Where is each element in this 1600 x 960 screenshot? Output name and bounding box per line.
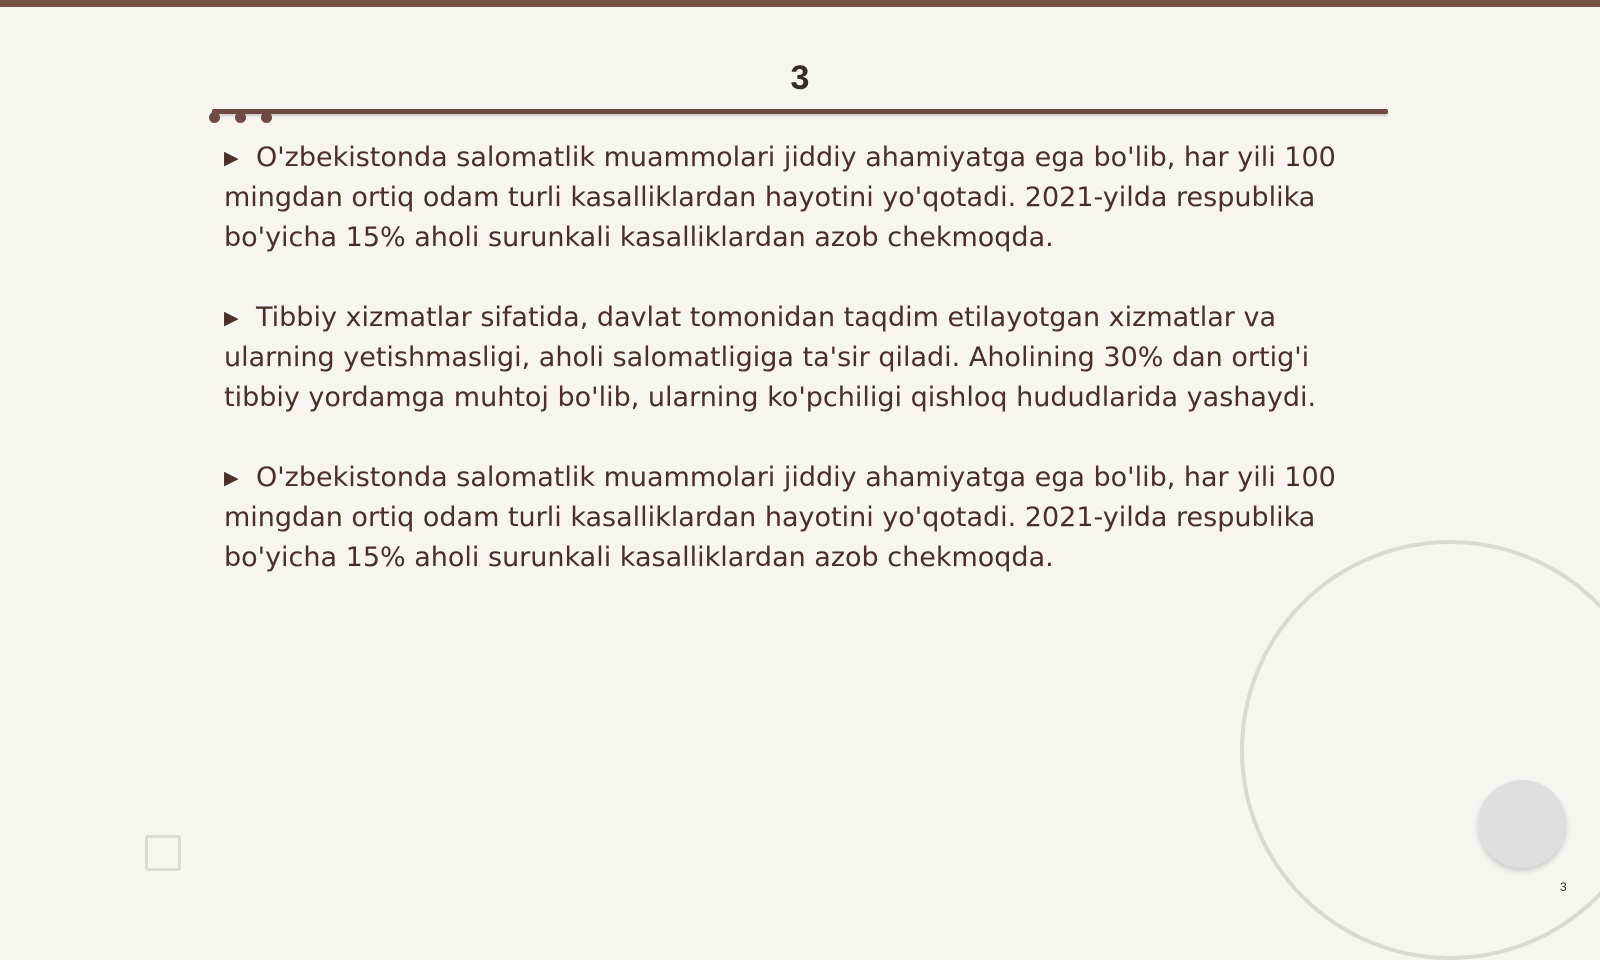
divider-dot (209, 112, 220, 123)
page-number: 3 (1560, 880, 1567, 894)
decorative-square (145, 835, 181, 871)
paragraph-text: O'zbekistonda salomatlik muammolari jiddiy ahamiyatga ega bo'lib, har yili 100 mingdan ortiq odam turli kasalliklardan hayotini yo'qotadi. 2021-yilda respublika bo'yicha 15% aholi surunkali kasalliklardan azob chekmoqda. (224, 142, 1336, 253)
paragraph-text: Tibbiy xizmatlar sifatida, davlat tomonidan taqdim etilayotgan xizmatlar va ularning yetishmasligi, aholi salomatligiga ta'sir qiladi. Aholining 30% dan ortig'i tibbiy yordamga muhtoj bo'lib, ularning ko'pchiligi qishloq hududlarida yashaydi. (224, 302, 1317, 413)
bullet-paragraph (224, 298, 1354, 418)
paragraph-text: O'zbekistonda salomatlik muammolari jiddiy ahamiyatga ega bo'lib, har yili 100 mingdan ortiq odam turli kasalliklardan hayotini yo'qotadi. 2021-yilda respublika bo'yicha 15% aholi surunkali kasalliklardan azob chekmoqda. (224, 462, 1336, 573)
title-divider (212, 109, 1388, 114)
bullet-paragraph (224, 458, 1354, 578)
top-accent-bar (0, 0, 1600, 7)
triangle-right-icon: ▶ (224, 147, 239, 169)
triangle-right-icon: ▶ (224, 467, 239, 489)
slide-title: 3 (790, 59, 810, 97)
triangle-right-icon: ▶ (224, 307, 239, 329)
slide-body (224, 138, 1354, 618)
decorative-knob (1478, 780, 1566, 868)
bullet-paragraph (224, 138, 1354, 258)
divider-dot (235, 112, 246, 123)
divider-dot (261, 112, 272, 123)
